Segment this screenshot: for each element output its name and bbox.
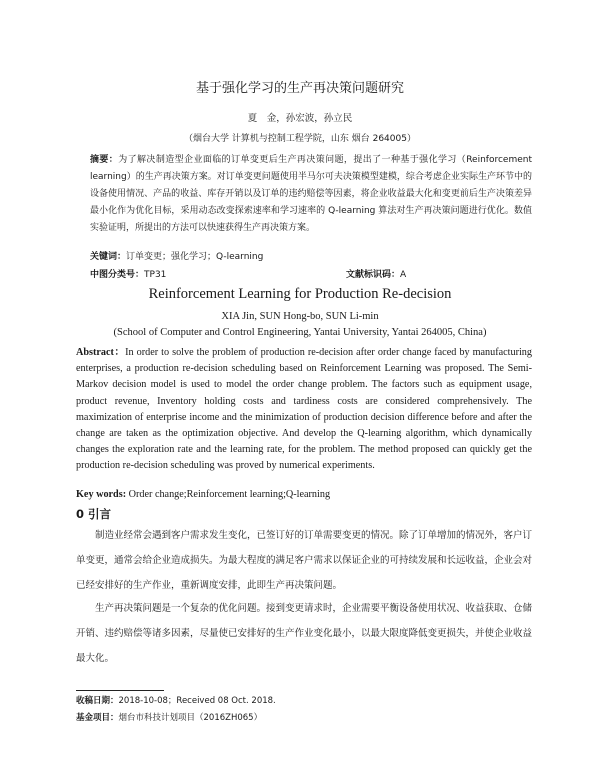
abstract-text-chinese: 为了解决制造型企业面临的订单变更后生产再决策问题，提出了一种基于强化学习（Reinforcement learning）的生产再决策方案。对订单变更问题使用半马尔可夫决策模型建模，综合考虑企业实际生产环节中的设备使用情况、产品的收益、库存开销以及订单的违约赔偿等因素，将企业收益最大化和变更前后生产决策差异最小化作为优化目标，采用动态改变探索速率和学习速率的 Q-learning 算法对生产再决策问题进行优化。数值实验证明，所提出的方法可以快速获得生产再决策方案。 <box>90 155 532 233</box>
abstract-english <box>76 345 532 475</box>
fund-text: 烟台市科技计划项目（2016ZH065） <box>118 713 263 723</box>
authors-english: XIA Jin, SUN Hong-bo, SUN Li-min <box>221 311 379 322</box>
document-code-label: 文献标识码： <box>346 270 401 280</box>
classification-number <box>90 267 166 280</box>
body-paragraph-1: 制造业经常会遇到客户需求发生变化，已签订好的订单需要变更的情况。除了订单增加的情况外，客户订单变更，通常会给企业造成损失。为最大程度的满足客户需求以保证企业的可持续发展和长远收益，企业会对已经安排好的生产作业，重新调度安排，此即生产再决策问题。 <box>76 530 533 591</box>
title-chinese: 基于强化学习的生产再决策问题研究 <box>195 81 404 96</box>
keywords-text-english: Order change;Reinforcement learning;Q-learning <box>128 489 331 500</box>
abstract-label-english: Abstract： <box>76 347 126 358</box>
footnote-received-date <box>76 694 276 706</box>
fund-label: 基金项目： <box>76 713 119 723</box>
received-label: 收稿日期： <box>76 696 119 706</box>
footnote-fund-project <box>76 711 262 723</box>
abstract-label-chinese: 摘要： <box>90 155 119 165</box>
keywords-chinese <box>90 249 263 262</box>
affiliation-english: (School of Computer and Control Engineering, Yantai University, Yantai 264005, China) <box>113 327 487 338</box>
abstract-text-english: In order to solve the problem of production re-decision after order change faced by manufacturing enterprises, a production re-decision scheduling based on Reinforcement Learning was proposed. The Semi-Markov decision model is used to model the order change problem. The factors such as equipment usage, product revenue, Inventory holding costs and tardiness costs are considered comprehensively. The maximization of enterprise income and the minimization of production decision difference before and after the change are taken as the optimization objective. And develop the Q-learning algorithm, which dynamically changes the exploration rate and the learning rate, for the problem. The method proposed can quickly get the production re-decision scheduling was proved by numerical experiments. <box>76 347 532 472</box>
body-paragraph-2: 生产再决策问题是一个复杂的优化问题。接到变更请求时，企业需要平衡设备使用状况、收益获取、仓储开销、违约赔偿等诸多因素，尽量使已安排好的生产作业变化最小，以最大限度降低变更损失，并使企业收益最大化。 <box>76 603 533 664</box>
document-code-value: A <box>400 270 407 280</box>
keywords-label-english: Key words: <box>76 489 127 500</box>
keywords-english <box>76 489 330 500</box>
received-text: 2018-10-08；Received 08 Oct. 2018. <box>118 696 276 706</box>
authors-chinese: 夏 金，孙宏波，孙立民 <box>247 113 353 124</box>
classification-value: TP31 <box>144 270 167 280</box>
affiliation-chinese: （烟台大学 计算机与控制工程学院，山东 烟台 264005） <box>184 134 416 144</box>
title-english: Reinforcement Learning for Production Re-decision <box>148 286 452 302</box>
section-heading-introduction: 0 引言 <box>76 507 112 521</box>
document-code <box>346 267 406 280</box>
abstract-chinese <box>90 152 532 237</box>
footnote-divider <box>76 690 164 691</box>
classification-label: 中图分类号： <box>90 270 145 280</box>
keywords-text-chinese: 订单变更；强化学习；Q-learning <box>126 252 264 262</box>
keywords-label-chinese: 关键词： <box>90 252 127 262</box>
